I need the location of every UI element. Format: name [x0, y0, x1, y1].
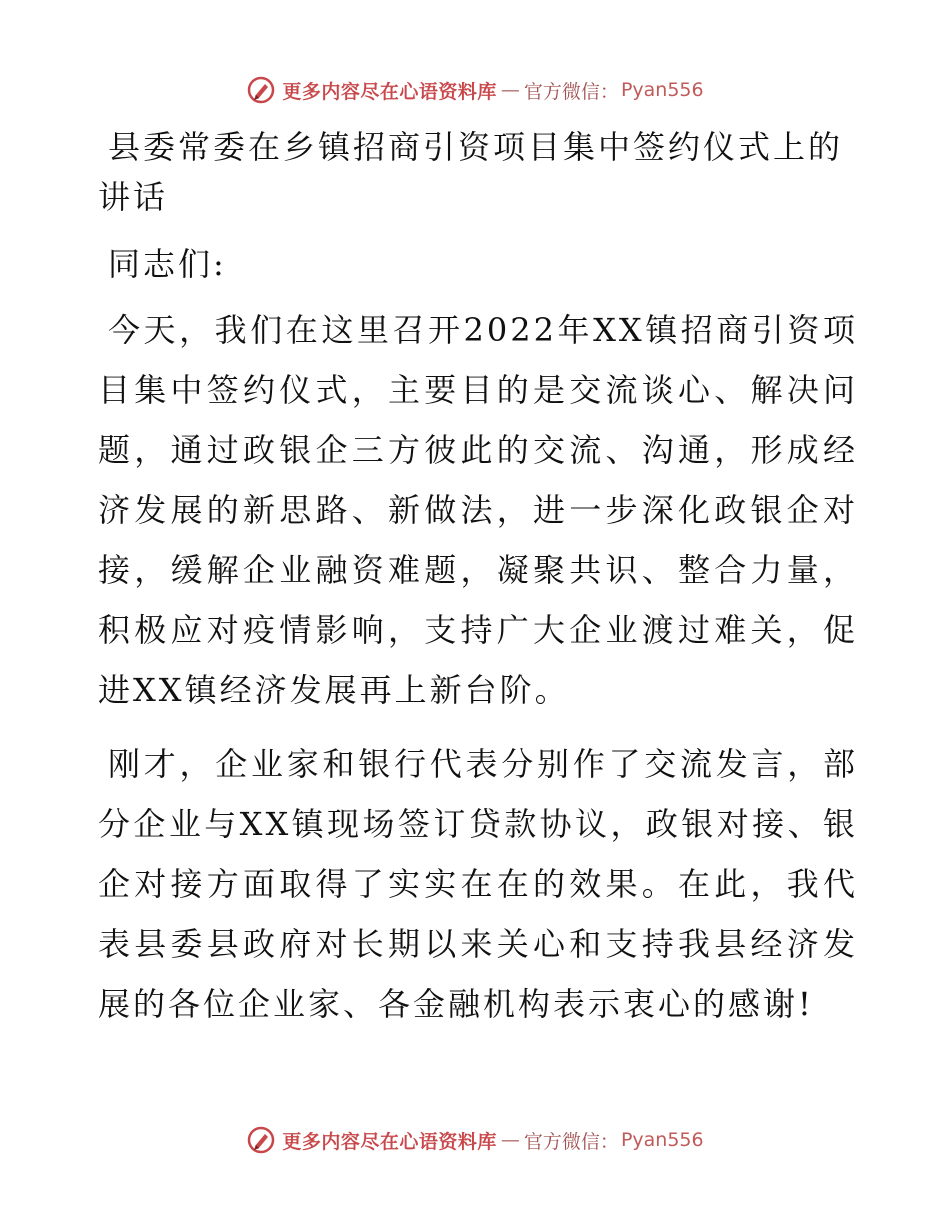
- watermark-dash: —: [500, 1129, 520, 1151]
- watermark-dash: —: [500, 79, 520, 101]
- salutation: 同志们:: [108, 245, 227, 283]
- watermark-main-text: 更多内容尽在心语资料库: [282, 80, 497, 103]
- watermark-sub-text: 官方微信：: [523, 80, 619, 103]
- footer-watermark: [0, 1120, 950, 1160]
- paragraph-1: 今天，我们在这里召开2022年XX镇招商引资项目集中签约仪式，主要目的是交流谈心、解决问题，通过政银企三方彼此的交流、沟通，形成经济发展的新思路、新做法，进一步深化政银企对接，缓解企业融资难题，凝聚共识、整合力量，积极应对疫情影响，支持广大企业渡过难关，促进XX镇经济发展再上新台阶。: [98, 311, 858, 709]
- watermark-sub-text: 官方微信：: [523, 1130, 619, 1153]
- watermark-wechat-id: Pyan556: [620, 79, 704, 101]
- pen-circle-logo-icon: [246, 1125, 276, 1155]
- header-watermark: [0, 70, 950, 110]
- document-title: 县委常委在乡镇招商引资项目集中签约仪式上的讲话: [98, 128, 844, 216]
- watermark-main-text: 更多内容尽在心语资料库: [282, 1130, 497, 1153]
- watermark-wechat-id: Pyan556: [620, 1129, 704, 1151]
- pen-circle-logo-icon: [246, 75, 276, 105]
- paragraph-2: 刚才，企业家和银行代表分别作了交流发言，部分企业与XX镇现场签订贷款协议，政银对接、银企对接方面取得了实实在在的效果。在此，我代表县委县政府对长期以来关心和支持我县经济发展的各位企业家、各金融机构表示衷心的感谢!: [98, 745, 858, 1023]
- document-body: [98, 122, 858, 1034]
